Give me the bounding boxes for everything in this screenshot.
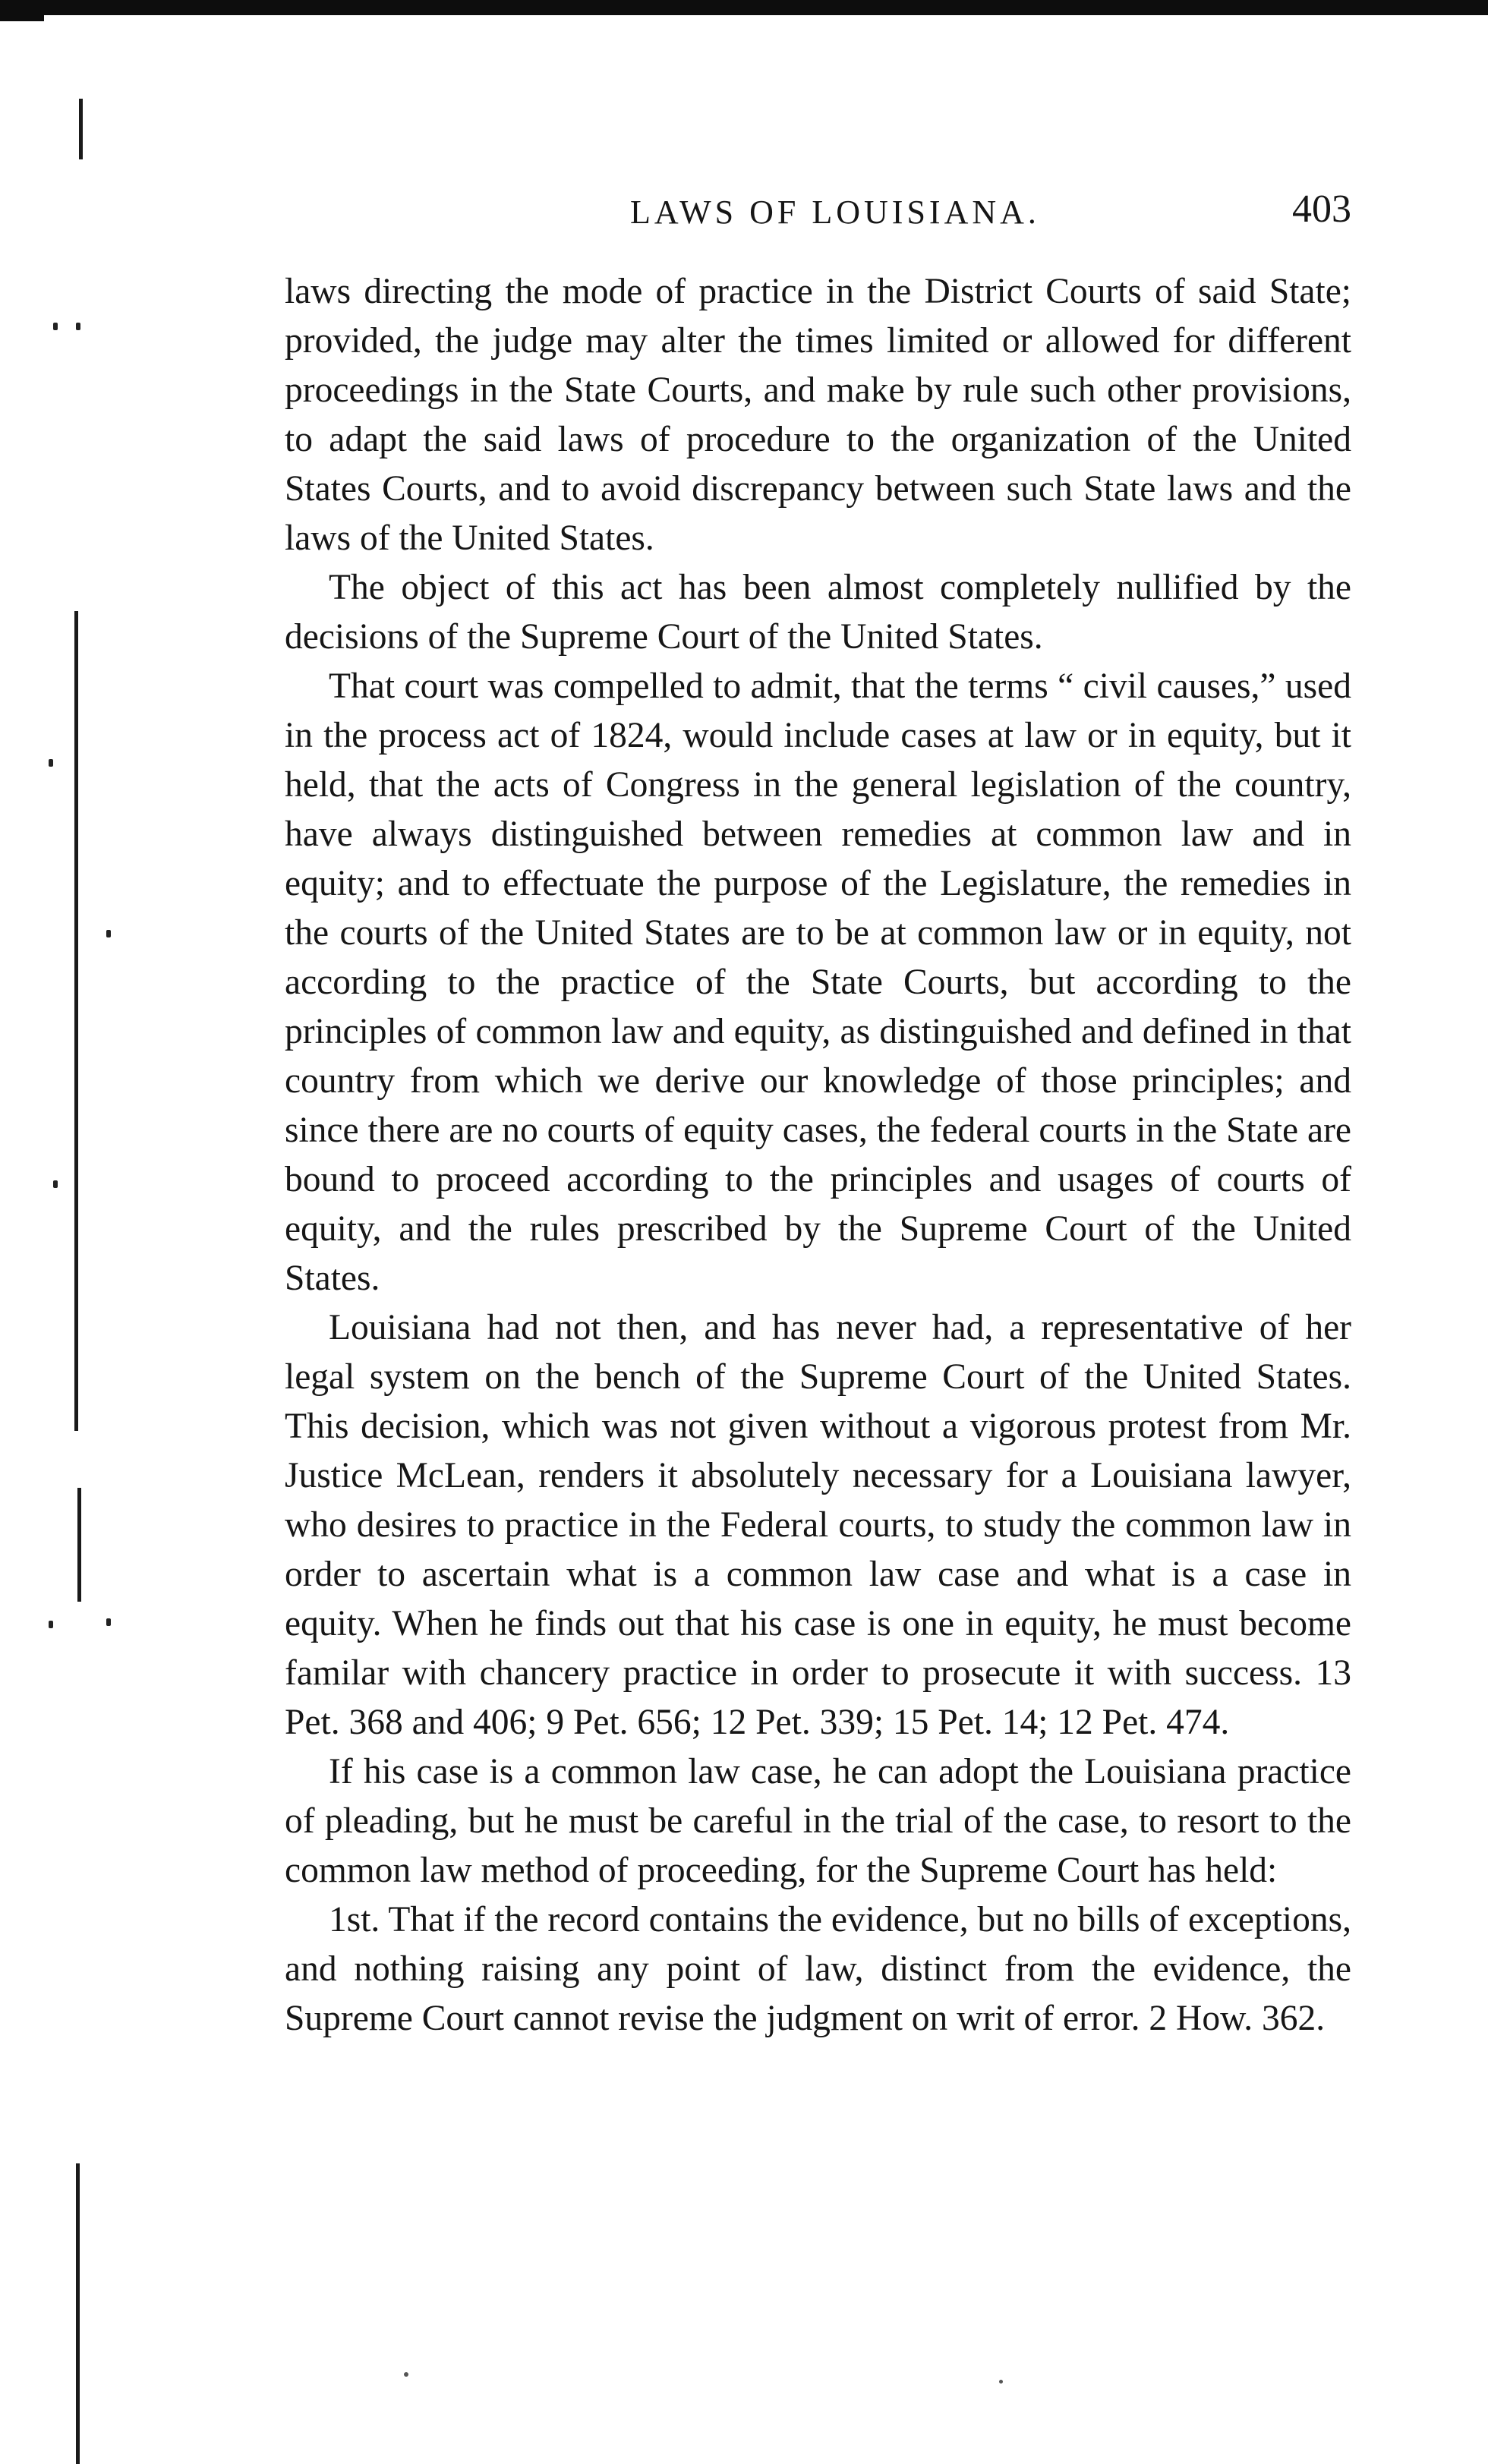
margin-speck xyxy=(106,930,111,937)
scan-top-edge xyxy=(0,0,1488,15)
margin-line xyxy=(79,99,83,159)
paragraph: If his case is a common law case, he can adopt the Louisiana practice of pleading, but he must be careful in the trial of the case, to resort to the common law method of proceeding, for the Supreme Court has held: xyxy=(285,1752,1351,1890)
margin-speck xyxy=(106,1618,111,1626)
margin-speck xyxy=(53,1180,58,1188)
margin-line xyxy=(74,611,78,1431)
margin-speck xyxy=(49,1621,53,1628)
paragraph: Louisiana had not then, and has never had, a representative of her legal system on the bench of the Supreme Court of the United States. This decision, which was not given without a vigorous protest from Mr. Justice McLean, renders it absolutely necessary for a Louisiana lawyer, who desires to practice in the Federal courts, to study the common law in order to ascertain what is a common law case and what is a case in equity. When he finds out that his case is one in equity, he must become familar with chancery practice in order to prosecute it with success. 13 Pet. 368 and 406; 9 Pet. 656; 12 Pet. 339; 15 Pet. 14; 12 Pet. 474. xyxy=(285,1308,1351,1742)
page-number: 403 xyxy=(1292,187,1351,231)
running-title: LAWS OF LOUISIANA. xyxy=(630,194,1040,231)
body-text xyxy=(285,267,1351,2043)
scan-top-edge-notch xyxy=(0,15,44,21)
paragraph: 1st. That if the record contains the evidence, but no bills of exceptions, and nothing raising any point of law, distinct from the evidence, the Supreme Court cannot revise the judgment on writ of error. 2 How. 362. xyxy=(285,1900,1351,2038)
paragraph: That court was compelled to admit, that the terms “ civil causes,” used in the process act of 1824, would include cases at law or in equity, but it held, that the acts of Congress in the general legislation of the country, have always distinguished between remedies at common law and in equity; and to effectuate the purpose of the Legislature, the remedies in the courts of the United States are to be at common law or in equity, not according to the practice of the State Courts, but according to the principles of common law and equity, as distinguished and defined in that country from which we derive our knowledge of those principles; and since there are no courts of equity cases, the federal courts in the State are bound to proceed according to the principles and usages of courts of equity, and the rules prescribed by the Supreme Court of the United States. xyxy=(285,666,1351,1298)
margin-speck xyxy=(76,323,80,330)
paragraph: laws directing the mode of practice in the District Courts of said State; provided, the judge may alter the times limited or allowed for different proceedings in the State Courts, and make by rule such other provisions, to adapt the said laws of procedure to the organization of the United States Courts, and to avoid discrepancy between such State laws and the laws of the United States. xyxy=(285,272,1351,558)
margin-line xyxy=(77,1488,81,1602)
margin-speck xyxy=(53,323,58,330)
margin-speck xyxy=(49,759,53,767)
paragraph: The object of this act has been almost completely nullified by the decisions of the Supreme Court of the United States. xyxy=(285,568,1351,657)
page-header xyxy=(281,187,1351,240)
page-speck xyxy=(404,2372,408,2377)
margin-line xyxy=(76,2163,80,2464)
page-speck xyxy=(999,2380,1003,2384)
